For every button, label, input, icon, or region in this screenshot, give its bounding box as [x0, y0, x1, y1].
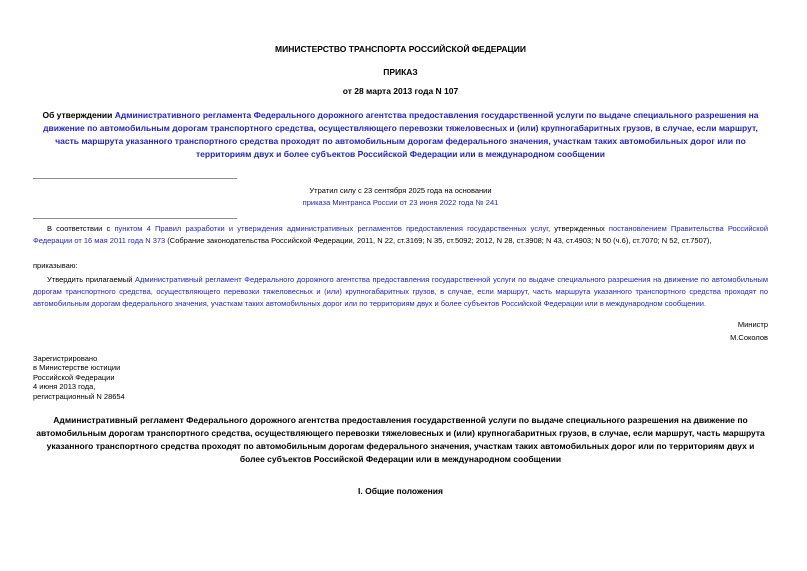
registration-block	[33, 354, 768, 401]
preamble-text-3: (Собрание законодательства Российской Федерации, 2011, N 22, ст.3169; N 35, ст.5092; 2012, N 28, ст.3908; N 43, ст.4903; N 50 (ч.6), ст.7070; N 52, ст.7507),	[165, 236, 712, 245]
document-title-link[interactable]: Административного регламента Федерального дорожного агентства предоставления государственной услуги по выдаче специального разрешения на движение по автомобильным дорогам транспортного средства, осуществляющего перевозки тяжеловесных и (или) крупногабаритных грузов, в случае, если маршрут, часть маршрута указанного транспортного средства проходят по автомобильным дорогам федерального значения, участкам таких автомобильных дорог или по территориям двух и более субъектов Российской Федерации или в международном сообщении	[43, 110, 759, 159]
document-title-prefix: Об утверждении	[42, 110, 115, 120]
preamble-link-rules[interactable]: пунктом 4 Правил разработки и утверждения административных регламентов предоставления государственных услуг	[114, 224, 549, 233]
order-paragraph	[33, 274, 768, 310]
order-regulation-link[interactable]: Административный регламент Федерального дорожного агентства предоставления государственной услуги по выдаче специального разрешения на движение по автомобильным дорогам транспортного средства, осуществляющего перевозки тяжеловесных и (или) крупногабаритных грузов, в случае, если маршрут, часть маршрута указанного транспортного средства проходят по автомобильным дорогам федерального значения, участкам таких автомобильных дорог или по территориям двух и более субъектов Российской Федерации или в международном сообщении.	[33, 275, 768, 308]
minister-position: Министр	[737, 320, 768, 329]
separator-line-top	[33, 178, 237, 179]
registration-line: Российской Федерации	[33, 372, 115, 382]
preamble-text-1: В соответствии с	[47, 224, 115, 233]
status-note	[33, 185, 768, 209]
regulation-title: Административный регламент Федерального дорожного агентства предоставления государственной услуги по выдаче специального разрешения на движение по автомобильным дорогам транспортного средства, осуществляющего перевозки тяжеловесных и (или) крупногабаритных грузов, в случае, если маршрут, часть маршрута указанного транспортного средства проходят по автомобильным дорогам федерального значения, участкам таких автомобильных дорог или по территориям двух и более субъектов Российской Федерации или в международном сообщении	[36, 415, 765, 465]
order-text: Утвердить прилагаемый	[47, 275, 135, 284]
registration-line: в Министерстве юстиции	[33, 363, 121, 373]
doc-date-heading: от 28 марта 2013 года N 107	[342, 86, 459, 96]
minister-name: М.Соколов	[730, 333, 768, 342]
doc-type-heading: ПРИКАЗ	[383, 67, 418, 77]
section-heading: I. Общие положения	[358, 486, 443, 497]
status-note-text: Утратил силу с 23 сентября 2025 года на основании	[309, 186, 492, 195]
registration-line: регистрационный N 28654	[33, 391, 125, 401]
ministry-heading: МИНИСТЕРСТВО ТРАНСПОРТА РОССИЙСКОЙ ФЕДЕРАЦИИ	[275, 44, 526, 54]
preamble-link-decree[interactable]: постановлением Правительства Российской Федерации от 16 мая 2011 года N 373	[33, 224, 769, 245]
preamble-text-2: , утвержденных	[548, 224, 609, 233]
status-note-link[interactable]: приказа Минтранса России от 23 июня 2022 года № 241	[302, 198, 499, 207]
document-title	[33, 109, 768, 161]
separator-line-bottom	[33, 218, 237, 219]
order-word: приказываю:	[33, 261, 78, 270]
signature-block	[33, 318, 768, 344]
registration-line: Зарегистрировано	[33, 354, 98, 363]
preamble-paragraph	[33, 223, 768, 247]
registration-line: 4 июня 2013 года,	[33, 382, 96, 392]
